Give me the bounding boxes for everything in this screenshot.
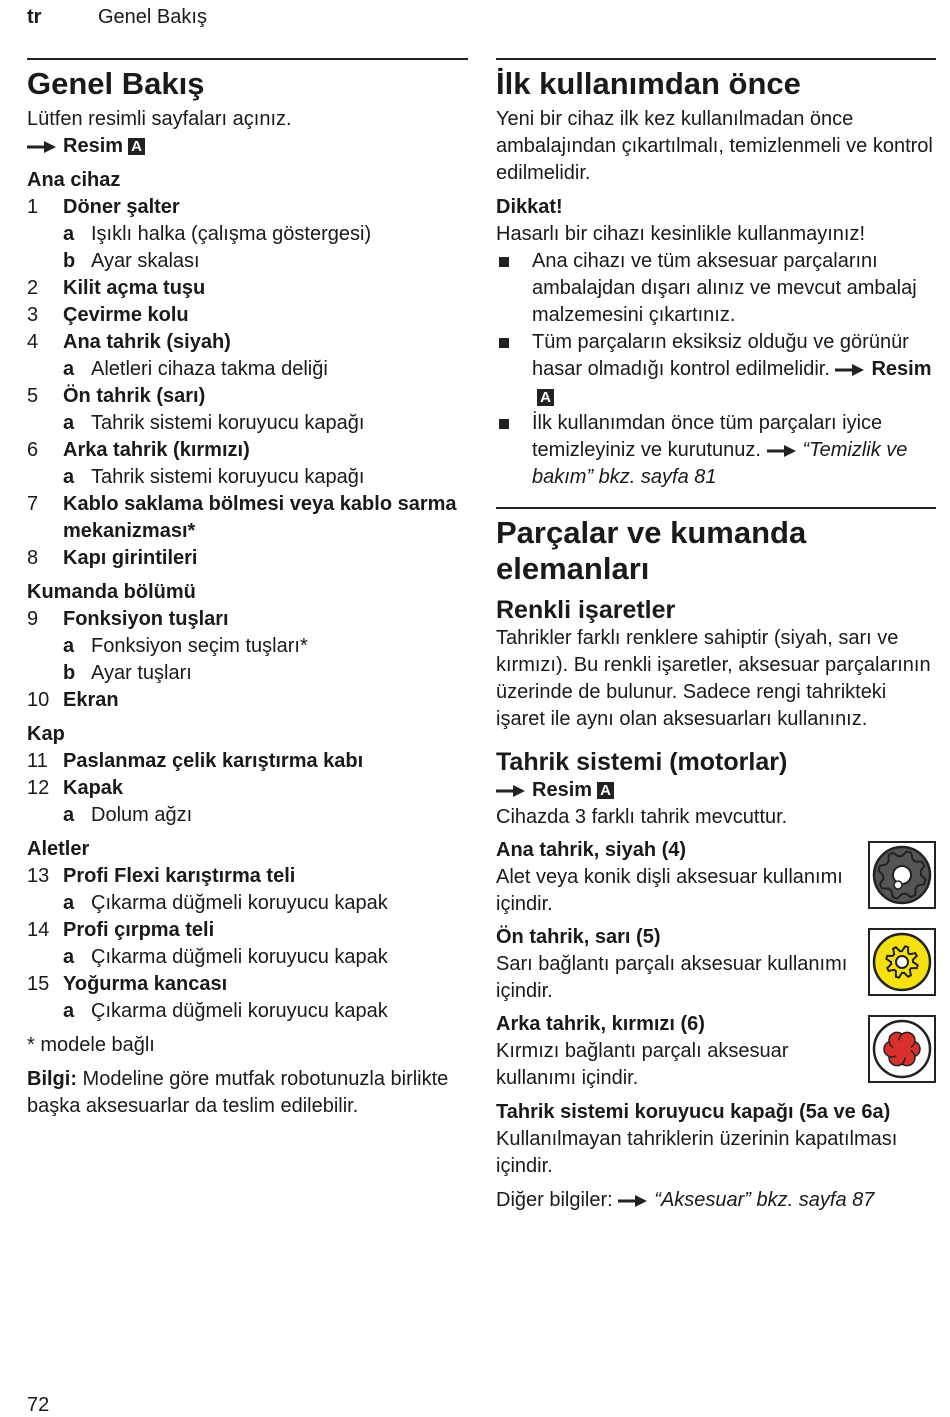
drive-item — [496, 924, 936, 1005]
item-number: 7 — [27, 493, 39, 515]
sub-item-label: Çıkarma düğmeli koruyucu kapak — [91, 946, 388, 968]
section-rule — [496, 507, 936, 509]
cover-title: Tahrik sistemi koruyucu kapağı (5a ve 6a) — [496, 1101, 891, 1123]
item-number: 1 — [27, 196, 39, 218]
parts-list — [27, 167, 468, 1025]
list-item — [27, 545, 468, 572]
drive-item — [496, 1011, 936, 1092]
list-item — [27, 687, 468, 714]
sub-item — [27, 998, 468, 1025]
arrow-right-icon — [618, 1194, 648, 1208]
page-header — [27, 6, 207, 29]
item-label: Fonksiyon tuşları — [63, 608, 229, 630]
step-text: Ana cihazı ve tüm aksesuar parçalarını ambalajdan dışarı alınız ve mevcut ambalaj malzemesini çıkartınız. — [532, 250, 917, 326]
first-use-intro: Yeni bir cihaz ilk kez kullanılmadan önce ambalajından çıkartılmalı, temizlenmeli ve kontrol edilmelidir. — [496, 108, 933, 184]
sub-item-letter: a — [63, 358, 75, 380]
black-drive-icon — [868, 841, 936, 909]
parts-group-title: Kap — [27, 723, 65, 745]
list-item — [27, 275, 468, 302]
drive-system-text: Cihazda 3 farklı tahrik mevcuttur. — [496, 806, 788, 828]
drive-description: Sarı bağlantı parçalı aksesuar kullanımı içindir. — [496, 953, 848, 1002]
item-number: 4 — [27, 331, 39, 353]
item-number: 11 — [27, 750, 48, 772]
sub-item-label: Çıkarma düğmeli koruyucu kapak — [91, 892, 388, 914]
item-label: Kilit açma tuşu — [63, 277, 206, 299]
yellow-drive-icon — [868, 928, 936, 996]
sub-item-label: Tahrik sistemi koruyucu kapağı — [91, 466, 365, 488]
red-drive-icon — [868, 1015, 936, 1083]
info-note — [27, 1066, 468, 1120]
list-item — [27, 329, 468, 356]
sub-item-letter: a — [63, 466, 75, 488]
sub-item-label: Ayar skalası — [91, 250, 200, 272]
item-label: Profi Flexi karıştırma teli — [63, 865, 296, 887]
list-item — [27, 748, 468, 775]
figure-reference-label: Resim — [532, 779, 593, 801]
list-item — [496, 410, 936, 491]
sub-item — [27, 464, 468, 491]
parts-group-title: Aletler — [27, 838, 90, 860]
list-item — [27, 775, 468, 802]
figure-letter-badge: A — [597, 782, 614, 799]
sub-item-letter: a — [63, 946, 75, 968]
sub-item-letter: a — [63, 223, 75, 245]
footnote: * modele bağlı — [27, 1034, 155, 1056]
drive-description: Alet veya konik dişli aksesuar kullanımı içindir. — [496, 866, 843, 915]
sub-item — [27, 221, 468, 248]
list-item — [27, 863, 468, 890]
drive-text-block — [496, 1011, 856, 1092]
sub-item-letter: b — [63, 662, 76, 684]
sub-item — [27, 944, 468, 971]
sub-item — [27, 802, 468, 829]
figure-reference-label: Resim — [871, 358, 932, 380]
sub-item — [27, 633, 468, 660]
right-column — [496, 58, 936, 1214]
list-item — [496, 329, 936, 410]
item-number: 6 — [27, 439, 39, 461]
arrow-right-icon — [767, 444, 797, 458]
page-reference: “Temizlik ve bakım” bkz. sayfa 81 — [532, 439, 908, 488]
list-item — [27, 383, 468, 410]
list-item — [27, 491, 468, 545]
header-section-title: Genel Bakış — [98, 6, 207, 28]
sub-item — [27, 890, 468, 917]
sub-item-label: Çıkarma düğmeli koruyucu kapak — [91, 1000, 388, 1022]
item-number: 8 — [27, 547, 39, 569]
item-number: 3 — [27, 304, 39, 326]
item-label: Döner şalter — [63, 196, 180, 218]
section-title-parts-controls: Parçalar ve kumanda elemanları — [496, 515, 807, 586]
drive-title: Ön tahrik, sarı (5) — [496, 926, 661, 948]
drive-list — [496, 837, 936, 1092]
item-number: 13 — [27, 865, 50, 887]
figure-reference-label: Resim — [63, 135, 124, 157]
language-code: tr — [27, 6, 42, 28]
list-item — [496, 248, 936, 329]
drive-text-block — [496, 924, 856, 1005]
caution-text: Hasarlı bir cihazı kesinlikle kullanmayınız! — [496, 223, 866, 245]
page-reference: “Aksesuar” bkz. sayfa 87 — [654, 1189, 875, 1211]
item-label: Ekran — [63, 689, 119, 711]
sub-item — [27, 410, 468, 437]
parts-group-title: Kumanda bölümü — [27, 581, 196, 603]
list-item — [27, 971, 468, 998]
item-number: 9 — [27, 608, 39, 630]
section-title-first-use: İlk kullanımdan önce — [496, 66, 801, 101]
sub-item-label: Ayar tuşları — [91, 662, 192, 684]
list-item — [27, 606, 468, 633]
section-rule — [27, 58, 468, 60]
list-item — [27, 437, 468, 464]
sub-item-letter: a — [63, 892, 75, 914]
step-text: İlk kullanımdan önce tüm parçaları iyice temizleyiniz ve kurutunuz. “Temizlik ve bakım” bkz. sayfa 81 — [532, 412, 908, 488]
figure-reference — [496, 777, 936, 804]
first-use-steps — [496, 248, 936, 491]
sub-item-letter: a — [63, 412, 75, 434]
drive-title: Arka tahrik, kırmızı (6) — [496, 1013, 705, 1035]
section-title-overview: Genel Bakış — [27, 66, 205, 101]
info-note-label: Bilgi: — [27, 1068, 77, 1090]
sub-item-label: Tahrik sistemi koruyucu kapağı — [91, 412, 365, 434]
item-label: Ana tahrik (siyah) — [63, 331, 231, 353]
list-item — [27, 302, 468, 329]
item-number: 12 — [27, 777, 50, 799]
item-number: 2 — [27, 277, 39, 299]
figure-letter-badge: A — [128, 138, 145, 155]
info-note-text: Modeline göre mutfak robotunuzla birlikte başka aksesuarlar da teslim edilebilir. — [27, 1068, 449, 1117]
figure-letter-badge: A — [537, 389, 554, 406]
bullet-square-icon — [496, 329, 532, 410]
item-number: 5 — [27, 385, 39, 407]
list-item — [27, 917, 468, 944]
subsection-title-color-marks: Renkli işaretler — [496, 596, 676, 624]
sub-item-letter: a — [63, 635, 75, 657]
item-label: Kapak — [63, 777, 124, 799]
subsection-title-drive-system: Tahrik sistemi (motorlar) — [496, 748, 788, 776]
item-label: Kablo saklama bölmesi veya kablo sarma mekanizması* — [63, 493, 457, 542]
sub-item-letter: a — [63, 1000, 75, 1022]
item-label: Profi çırpma teli — [63, 919, 215, 941]
more-info: Diğer bilgiler: “Aksesuar” bkz. sayfa 87 — [496, 1189, 875, 1211]
sub-item-label: Dolum ağzı — [91, 804, 193, 826]
color-marks-text: Tahrikler farklı renklere sahiptir (siyah, sarı ve kırmızı). Bu renkli işaretler, aksesuar parçalarının üzerinde de bulunur. Sadece rengi tahrikteki işaret ile aynı olan aksesuarları kullanınız. — [496, 627, 931, 730]
item-label: Arka tahrik (kırmızı) — [63, 439, 250, 461]
item-label: Kapı girintileri — [63, 547, 198, 569]
item-number: 15 — [27, 973, 50, 995]
overview-intro: Lütfen resimli sayfaları açınız. — [27, 108, 292, 130]
sub-item-letter: a — [63, 804, 75, 826]
arrow-right-icon — [496, 784, 526, 798]
sub-item-label: Işıklı halka (çalışma göstergesi) — [91, 223, 372, 245]
sub-item-letter: b — [63, 250, 76, 272]
sub-item — [27, 660, 468, 687]
arrow-right-icon — [27, 140, 57, 154]
parts-group-title: Ana cihaz — [27, 169, 121, 191]
left-column — [27, 58, 468, 1120]
drive-text-block — [496, 837, 856, 918]
cover-text: Kullanılmayan tahriklerin üzerinin kapatılması içindir. — [496, 1128, 898, 1177]
page-number: 72 — [27, 1394, 50, 1416]
drive-description: Kırmızı bağlantı parçalı aksesuar kullanımı içindir. — [496, 1040, 789, 1089]
item-label: Yoğurma kancası — [63, 973, 228, 995]
caution-label: Dikkat! — [496, 196, 563, 218]
step-text: Tüm parçaların eksiksiz olduğu ve görünür hasar olmadığı kontrol edilmelidir. ResimA — [532, 331, 932, 406]
drive-item — [496, 837, 936, 918]
item-label: Paslanmaz çelik karıştırma kabı — [63, 750, 364, 772]
sub-item-label: Aletleri cihaza takma deliği — [91, 358, 328, 380]
list-item — [27, 194, 468, 221]
bullet-square-icon — [496, 410, 532, 491]
item-number: 10 — [27, 689, 50, 711]
item-label: Çevirme kolu — [63, 304, 189, 326]
figure-reference — [27, 133, 468, 160]
drive-title: Ana tahrik, siyah (4) — [496, 839, 687, 861]
item-number: 14 — [27, 919, 50, 941]
arrow-right-icon — [835, 363, 865, 377]
sub-item-label: Fonksiyon seçim tuşları* — [91, 635, 308, 657]
section-rule — [496, 58, 936, 60]
item-label: Ön tahrik (sarı) — [63, 385, 206, 407]
bullet-square-icon — [496, 248, 532, 329]
sub-item — [27, 356, 468, 383]
sub-item — [27, 248, 468, 275]
